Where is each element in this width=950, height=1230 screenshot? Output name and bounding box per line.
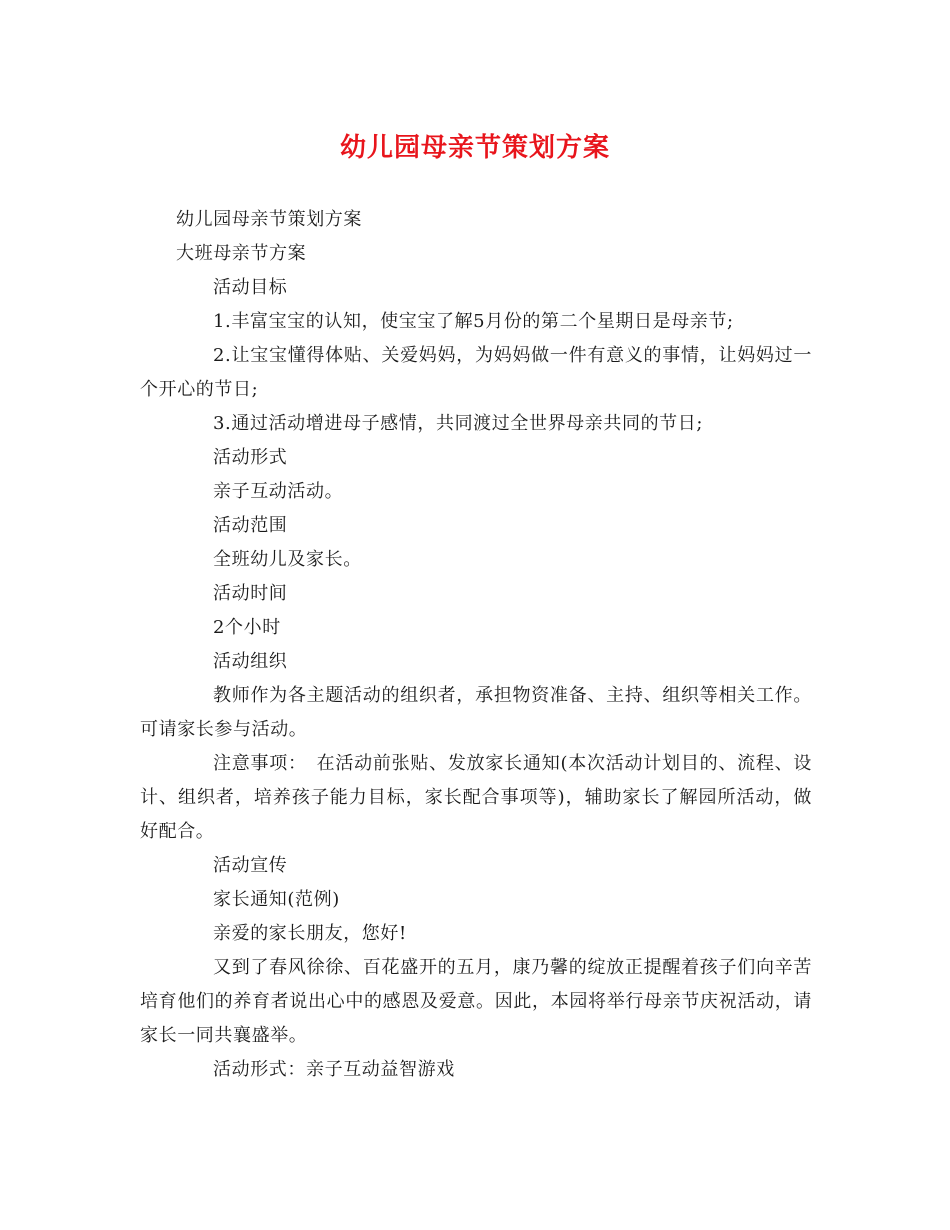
- paragraph-goals-heading: 活动目标: [213, 277, 288, 298]
- paragraph-goal-1: 1.丰富宝宝的认知，使宝宝了解5月份的第二个星期日是母亲节;: [213, 311, 734, 332]
- paragraph-promotion-heading: 活动宣传: [213, 855, 288, 876]
- paragraph-scope-heading: 活动范围: [213, 515, 288, 536]
- paragraph-greeting: 亲爱的家长朋友，您好!: [213, 923, 407, 944]
- paragraph-activity-format: 活动形式：亲子互动益智游戏: [213, 1059, 455, 1080]
- paragraph-class-plan: 大班母亲节方案: [176, 243, 307, 264]
- paragraph-doc-heading: 幼儿园母亲节策划方案: [176, 209, 362, 230]
- paragraph-format-heading: 活动形式: [213, 447, 288, 468]
- paragraph-organization-heading: 活动组织: [213, 651, 288, 672]
- paragraph-notice-title: 家长通知(范例): [213, 889, 340, 910]
- paragraph-notes: 注意事项： 在活动前张贴、发放家长通知(本次活动计划目的、流程、设计、组织者，培养孩子能力目标，家长配合事项等)，辅助家长了解园所活动，做好配合。: [140, 753, 812, 842]
- paragraph-time-heading: 活动时间: [213, 583, 288, 604]
- paragraph-time: 2个小时: [213, 617, 281, 638]
- paragraph-format: 亲子互动活动。: [213, 481, 344, 502]
- document-title: 幼儿园母亲节策划方案: [339, 133, 610, 163]
- paragraph-goal-3: 3.通过活动增进母子感情，共同渡过全世界母亲共同的节日;: [213, 413, 704, 434]
- document-body: [140, 203, 812, 1087]
- paragraph-notice-body: 又到了春风徐徐、百花盛开的五月，康乃馨的绽放正提醒着孩子们向辛苦培育他们的养育者说出心中的感恩及爱意。因此，本园将举行母亲节庆祝活动，请家长一同共襄盛举。: [140, 957, 812, 1046]
- paragraph-scope: 全班幼儿及家长。: [213, 549, 362, 570]
- paragraph-organization: 教师作为各主题活动的组织者，承担物资准备、主持、组织等相关工作。可请家长参与活动。: [140, 685, 812, 740]
- paragraph-goal-2: 2.让宝宝懂得体贴、关爱妈妈，为妈妈做一件有意义的事情，让妈妈过一个开心的节日;: [140, 345, 812, 400]
